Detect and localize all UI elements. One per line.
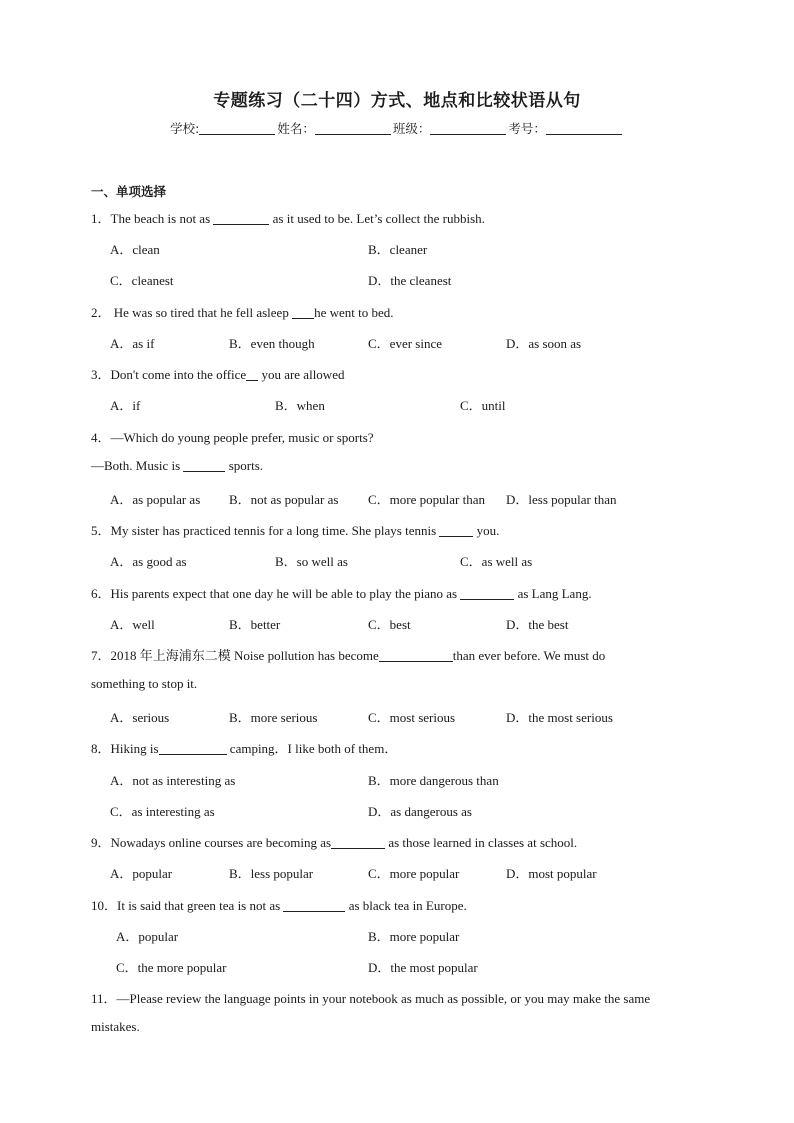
option[interactable]: C．the more popular (116, 960, 227, 975)
question-9: 9．Nowadays online courses are becoming as as those learned in classes at school. (91, 835, 578, 850)
option[interactable]: D．most popular (506, 866, 597, 881)
option[interactable]: A．well (110, 617, 155, 632)
option[interactable]: B．when (275, 398, 325, 413)
answer-blank[interactable] (460, 587, 514, 600)
option[interactable]: A．as popular as (110, 492, 201, 507)
option[interactable]: C．most serious (368, 710, 456, 725)
question-7-line-2: something to stop it. (91, 676, 198, 691)
option[interactable]: A．popular (116, 929, 179, 944)
answer-blank[interactable] (159, 742, 227, 755)
option[interactable]: D．as soon as (506, 336, 582, 351)
option[interactable]: B．cleaner (368, 242, 428, 257)
class-label: 班级： (392, 121, 431, 136)
option[interactable]: D．the most popular (368, 960, 478, 975)
answer-blank[interactable] (331, 836, 385, 849)
answer-blank[interactable] (292, 306, 314, 319)
question-5: 5．My sister has practiced tennis for a long time. She plays tennis you. (91, 523, 500, 538)
answer-blank[interactable] (283, 899, 345, 912)
option[interactable]: B．so well as (275, 554, 348, 569)
exam-no-blank[interactable] (546, 122, 622, 135)
answer-blank[interactable] (246, 368, 258, 381)
section-heading: 一、单项选择 (91, 184, 167, 199)
option[interactable]: C．as interesting as (110, 804, 215, 819)
question-1: 1．The beach is not as as it used to be. Let’s collect the rubbish. (91, 211, 485, 226)
question-11: 11．—Please review the language points in your notebook as much as possible, or you may make the same (91, 991, 651, 1006)
option[interactable]: C．best (368, 617, 411, 632)
answer-blank[interactable] (213, 212, 269, 225)
answer-blank[interactable] (439, 524, 473, 537)
option[interactable]: B．more serious (229, 710, 318, 725)
class-blank[interactable] (430, 122, 506, 135)
option[interactable]: D．less popular than (506, 492, 617, 507)
option[interactable]: A．if (110, 398, 141, 413)
name-label: 姓名： (277, 121, 315, 136)
option[interactable]: A．as good as (110, 554, 187, 569)
question-11-line-2: mistakes. (91, 1019, 140, 1034)
option[interactable]: A．as if (110, 336, 155, 351)
option[interactable]: B．more dangerous than (368, 773, 499, 788)
option[interactable]: D．as dangerous as (368, 804, 472, 819)
question-4-line-2: —Both. Music is sports. (91, 458, 264, 473)
option[interactable]: B．better (229, 617, 281, 632)
option[interactable]: A．not as interesting as (110, 773, 236, 788)
option[interactable]: C．more popular than (368, 492, 485, 507)
page-title: 专题练习（二十四）方式、地点和比较状语从句 (213, 91, 581, 111)
option[interactable]: C．ever since (368, 336, 443, 351)
option[interactable]: A．clean (110, 242, 160, 257)
question-10: 10．It is said that green tea is not as as black tea in Europe. (91, 898, 467, 913)
question-7: 7．2018 年上海浦东二模 Noise pollution has become than ever before. We must do (91, 648, 606, 663)
question-2: 2． He was so tired that he fell asleep he went to bed. (91, 305, 394, 320)
option[interactable]: A．serious (110, 710, 170, 725)
school-blank[interactable] (199, 122, 275, 135)
option[interactable]: A．popular (110, 866, 173, 881)
option[interactable]: C．more popular (368, 866, 460, 881)
question-8: 8．Hiking is camping．I like both of them． (91, 741, 398, 756)
name-blank[interactable] (315, 122, 391, 135)
answer-blank[interactable] (183, 459, 225, 472)
option[interactable]: B．more popular (368, 929, 460, 944)
exam-no-label: 考号： (508, 121, 546, 136)
option[interactable]: C．as well as (460, 554, 533, 569)
question-4: 4．—Which do young people prefer, music or sports? (91, 430, 374, 445)
option[interactable]: B．not as popular as (229, 492, 339, 507)
question-3: 3．Don't come into the office you are allowed (91, 367, 345, 382)
option[interactable]: C．cleanest (110, 273, 174, 288)
option[interactable]: D．the cleanest (368, 273, 452, 288)
answer-blank[interactable] (379, 649, 453, 662)
school-label: 学校: (170, 121, 200, 136)
option[interactable]: B．even though (229, 336, 315, 351)
option[interactable]: D．the best (506, 617, 569, 632)
option[interactable]: C．until (460, 398, 506, 413)
option[interactable]: D．the most serious (506, 710, 613, 725)
question-6: 6．His parents expect that one day he will be able to play the piano as as Lang Lang. (91, 586, 592, 601)
student-info-line (0, 119, 794, 137)
option[interactable]: B．less popular (229, 866, 314, 881)
